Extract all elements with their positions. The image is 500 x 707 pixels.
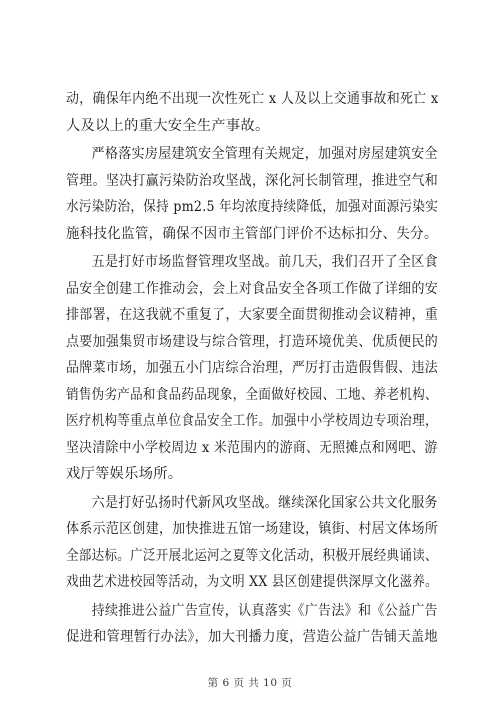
text-line: 戏厅等娱乐场所。 (66, 466, 183, 482)
text-line: 水污染防治，保持 pm2.5 年均浓度持续降低，加强对面源污染实 (66, 199, 439, 215)
text-line: 医疗机构等重点单位食品安全工作。加强中小学校周边专项治理， (66, 413, 438, 429)
text-line: 五是打好市场监督管理攻坚战。前几天，我们召开了全区食 (91, 254, 438, 270)
paragraph-civilization (66, 490, 438, 596)
paragraph-safety-target (66, 86, 438, 139)
page-number-footer: 第 6 页 共 10 页 (207, 677, 293, 689)
paragraph-building-safety (66, 141, 438, 247)
text-line: 戏曲艺术进校园等活动，为文明 XX 县区创建提供深厚文化滋养。 (66, 574, 438, 590)
paragraph-public-ads (66, 598, 438, 651)
document-body (66, 86, 438, 653)
text-line: 体系示范区创建，加快推进五馆一场建设，镇街、村居文体场所 (66, 521, 439, 537)
text-line: 坚决清除中小学校周边 x 米范围内的游商、无照摊点和网吧、游 (66, 439, 438, 456)
text-line: 全部达标。广泛开展北运河之夏等文化活动，积极开展经典诵读、 (66, 547, 438, 564)
text-line: 六是打好弘扬时代新风攻坚战。继续深化国家公共文化服务 (91, 494, 438, 511)
text-line: 严格落实房屋建筑安全管理有关规定，加强对房屋建筑安全 (91, 146, 438, 162)
text-line: 点要加强集贸市场建设与综合管理，打造环境优美、优质便民的 (66, 333, 439, 350)
paragraph-market-supervision (66, 249, 438, 488)
text-line: 品安全创建工作推动会，会上对食品安全各项工作做了详细的安 (66, 280, 439, 297)
text-line: 排部署，在这我就不重复了，大家要全面贯彻推动会议精神，重 (66, 307, 439, 323)
text-line: 施科技化监管，确保不因市主管部门评价不达标扣分、失分。 (66, 225, 438, 242)
text-line: 销售伪劣产品和食品药品现象，全面做好校园、工地、养老机构、 (66, 386, 438, 403)
text-line: 管理。坚决打赢污染防治攻坚战，深化河长制管理，推进空气和 (66, 172, 439, 189)
text-line: 动，确保年内绝不出现一次性死亡 x 人及以上交通事故和死亡 x (66, 91, 439, 107)
text-line: 人及以上的重大安全生产事故。 (66, 117, 270, 134)
text-line: 持续推进公益广告宣传，认真落实《广告法》和《公益广告 (91, 602, 438, 619)
text-line: 品牌菜市场，加强五小门店综合治理，严厉打击造假售假、违法 (66, 360, 439, 376)
text-line: 促进和管理暂行办法》，加大刊播力度，营造公益广告铺天盖地 (66, 629, 438, 645)
